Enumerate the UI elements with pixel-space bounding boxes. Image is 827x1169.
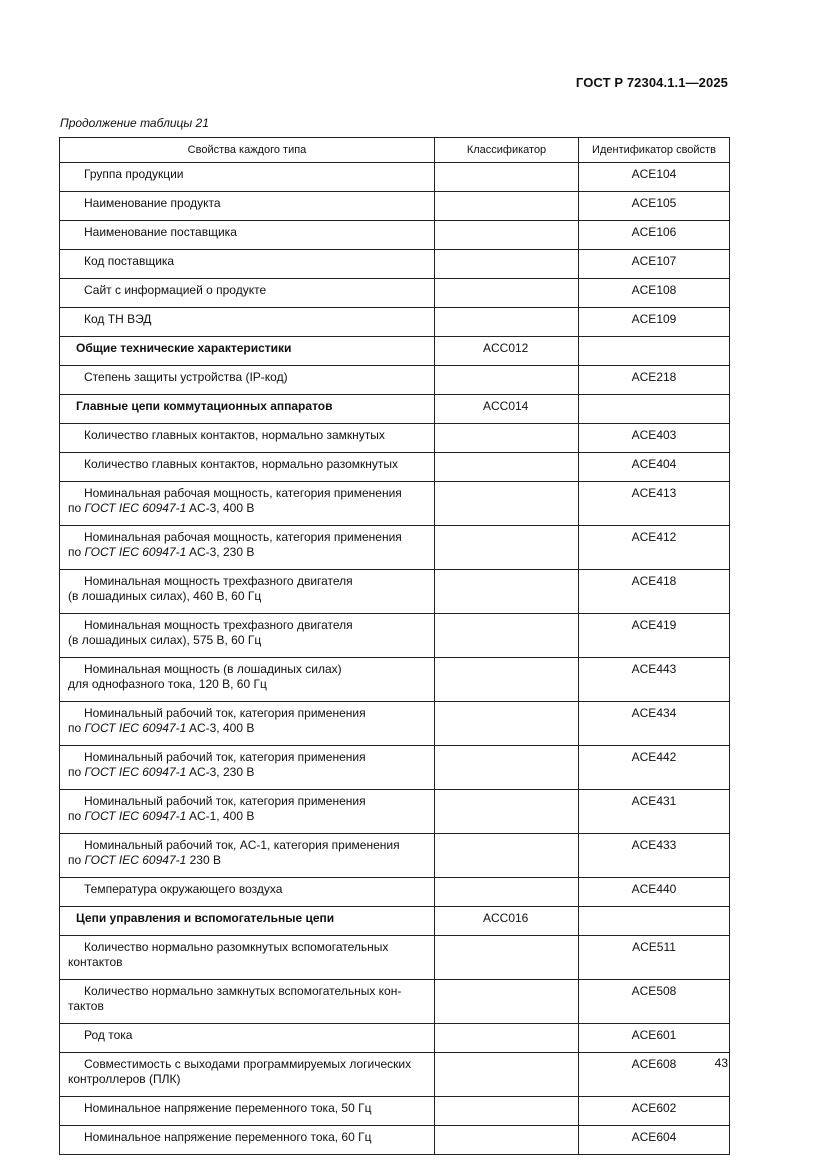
table-row: [60, 1053, 730, 1097]
property-text: (в лошадиных силах), 575 В, 60 Гц: [68, 633, 262, 647]
property-cell: [60, 337, 435, 366]
page-number: 43: [714, 1056, 728, 1070]
property-cell: [60, 453, 435, 482]
property-cell: [60, 570, 435, 614]
table-row: [60, 614, 730, 658]
property-cell: [60, 936, 435, 980]
table-row: [60, 279, 730, 308]
property-cell: [60, 395, 435, 424]
property-cell: [60, 658, 435, 702]
property-id-cell: ACE413: [579, 482, 730, 526]
standard-reference: ГОСТ IEC 60947-1: [84, 765, 187, 779]
property-name: Номинальный рабочий ток, категория применения: [84, 794, 366, 808]
property-name: Номинальная мощность (в лошадиных силах): [84, 662, 342, 676]
classifier-cell: [435, 980, 579, 1024]
property-name-continuation: [68, 1072, 180, 1086]
property-text: контактов: [68, 955, 123, 969]
property-name-continuation: [68, 633, 261, 647]
property-cell: [60, 878, 435, 907]
property-id-cell: ACE109: [579, 308, 730, 337]
property-name: Совместимость с выходами программируемых логических: [84, 1057, 412, 1071]
property-text: по: [68, 853, 85, 867]
table-row: [60, 790, 730, 834]
property-id-cell: ACE403: [579, 424, 730, 453]
property-name-continuation: [68, 545, 254, 559]
property-cell: [60, 250, 435, 279]
property-cell: [60, 907, 435, 936]
property-name: Номинальная рабочая мощность, категория применения: [84, 530, 402, 544]
table-row: [60, 366, 730, 395]
property-name: Номинальное напряжение переменного тока, 60 Гц: [84, 1130, 372, 1144]
standard-reference: ГОСТ IEC 60947-1: [84, 809, 187, 823]
property-name-continuation: [68, 809, 254, 823]
classifier-cell: [435, 308, 579, 337]
table-row: [60, 1024, 730, 1053]
property-id-cell: ACE431: [579, 790, 730, 834]
property-text: AC-3, 400 В: [186, 721, 255, 735]
classifier-cell: ACC014: [435, 395, 579, 424]
property-name: Номинальный рабочий ток, AC-1, категория применения: [84, 838, 400, 852]
property-name: Номинальный рабочий ток, категория применения: [84, 706, 366, 720]
property-id-cell: ACE418: [579, 570, 730, 614]
property-name-continuation: [68, 765, 254, 779]
property-text: по: [68, 721, 85, 735]
property-name: Код поставщика: [84, 254, 175, 268]
classifier-cell: ACC012: [435, 337, 579, 366]
property-name: Номинальная рабочая мощность, категория применения: [84, 486, 402, 500]
table-caption: Продолжение таблицы 21: [60, 116, 209, 130]
table-row: [60, 482, 730, 526]
table-header-row: [60, 138, 730, 163]
classifier-cell: [435, 366, 579, 395]
property-name-continuation: [68, 501, 254, 515]
property-name: Номинальное напряжение переменного тока, 50 Гц: [84, 1101, 372, 1115]
property-cell: [60, 980, 435, 1024]
table-row: [60, 192, 730, 221]
classifier-cell: [435, 658, 579, 702]
classifier-cell: [435, 614, 579, 658]
table-row: [60, 936, 730, 980]
classifier-cell: [435, 936, 579, 980]
property-name: Номинальная мощность трехфазного двигателя: [84, 618, 353, 632]
property-id-cell: [579, 337, 730, 366]
property-name: Цепи управления и вспомогательные цепи: [76, 911, 335, 925]
property-cell: [60, 1097, 435, 1126]
property-name: Степень защиты устройства (IP-код): [84, 370, 288, 384]
property-cell: [60, 366, 435, 395]
property-text: AC-3, 400 В: [186, 501, 255, 515]
property-id-cell: [579, 907, 730, 936]
property-id-cell: ACE608: [579, 1053, 730, 1097]
classifier-cell: [435, 279, 579, 308]
property-name-continuation: [68, 677, 267, 691]
property-name-continuation: [68, 999, 104, 1013]
classifier-cell: [435, 790, 579, 834]
property-id-cell: ACE412: [579, 526, 730, 570]
table-row: [60, 1126, 730, 1155]
property-id-cell: ACE602: [579, 1097, 730, 1126]
property-name: Наименование продукта: [84, 196, 221, 210]
classifier-cell: [435, 1024, 579, 1053]
classifier-cell: [435, 702, 579, 746]
table-row: [60, 834, 730, 878]
table-row: [60, 424, 730, 453]
classifier-cell: [435, 1097, 579, 1126]
property-text: 230 В: [186, 853, 221, 867]
classifier-cell: [435, 482, 579, 526]
property-id-cell: ACE601: [579, 1024, 730, 1053]
property-cell: [60, 1126, 435, 1155]
classifier-cell: [435, 163, 579, 192]
property-name-continuation: [68, 853, 221, 867]
property-id-cell: ACE218: [579, 366, 730, 395]
classifier-cell: [435, 878, 579, 907]
property-name: Род тока: [84, 1028, 133, 1042]
property-name-continuation: [68, 955, 123, 969]
standard-reference: ГОСТ IEC 60947-1: [84, 545, 187, 559]
property-text: AC-3, 230 В: [186, 545, 255, 559]
property-cell: [60, 279, 435, 308]
property-id-cell: ACE434: [579, 702, 730, 746]
property-name-continuation: [68, 589, 261, 603]
property-text: (в лошадиных силах), 460 В, 60 Гц: [68, 589, 262, 603]
table-row: [60, 878, 730, 907]
property-id-cell: ACE104: [579, 163, 730, 192]
property-id-cell: ACE443: [579, 658, 730, 702]
property-name: Код ТН ВЭД: [84, 312, 152, 326]
classifier-cell: [435, 834, 579, 878]
table-body: [60, 163, 730, 1155]
property-id-cell: ACE433: [579, 834, 730, 878]
property-id-cell: ACE419: [579, 614, 730, 658]
property-name-continuation: [68, 721, 254, 735]
standard-reference: ГОСТ IEC 60947-1: [84, 501, 187, 515]
property-cell: [60, 163, 435, 192]
property-text: AC-1, 400 В: [186, 809, 255, 823]
property-name: Температура окружающего воздуха: [84, 882, 283, 896]
column-header-property-id: Идентификатор свойств: [579, 138, 730, 163]
property-name: Группа продукции: [84, 167, 184, 181]
properties-table: [59, 137, 730, 1155]
table-row: [60, 1097, 730, 1126]
table-row: [60, 221, 730, 250]
property-cell: [60, 192, 435, 221]
property-name: Количество главных контактов, нормально разомкнутых: [84, 457, 398, 471]
table-row: [60, 526, 730, 570]
classifier-cell: [435, 192, 579, 221]
property-cell: [60, 702, 435, 746]
property-id-cell: ACE404: [579, 453, 730, 482]
property-cell: [60, 482, 435, 526]
table-row: [60, 980, 730, 1024]
property-cell: [60, 746, 435, 790]
classifier-cell: [435, 746, 579, 790]
table-row: [60, 453, 730, 482]
classifier-cell: [435, 570, 579, 614]
property-id-cell: [579, 395, 730, 424]
standard-reference: ГОСТ IEC 60947-1: [84, 853, 187, 867]
property-cell: [60, 834, 435, 878]
property-text: тактов: [68, 999, 104, 1013]
property-name: Номинальная мощность трехфазного двигателя: [84, 574, 353, 588]
property-id-cell: ACE106: [579, 221, 730, 250]
property-cell: [60, 790, 435, 834]
property-id-cell: ACE604: [579, 1126, 730, 1155]
property-cell: [60, 1053, 435, 1097]
property-name: Сайт с информацией о продукте: [84, 283, 267, 297]
property-name: Количество главных контактов, нормально замкнутых: [84, 428, 385, 442]
property-cell: [60, 221, 435, 250]
classifier-cell: [435, 221, 579, 250]
property-id-cell: ACE508: [579, 980, 730, 1024]
property-text: по: [68, 809, 85, 823]
table-row: [60, 163, 730, 192]
classifier-cell: ACC016: [435, 907, 579, 936]
property-id-cell: ACE442: [579, 746, 730, 790]
property-id-cell: ACE511: [579, 936, 730, 980]
classifier-cell: [435, 526, 579, 570]
table-section-row: [60, 337, 730, 366]
property-cell: [60, 614, 435, 658]
property-text: контроллеров (ПЛК): [68, 1072, 181, 1086]
property-text: по: [68, 765, 85, 779]
property-name: Количество нормально замкнутых вспомогательных кон-: [84, 984, 402, 998]
table-row: [60, 570, 730, 614]
property-id-cell: ACE108: [579, 279, 730, 308]
property-name: Количество нормально разомкнутых вспомогательных: [84, 940, 389, 954]
column-header-classifier: Классификатор: [435, 138, 579, 163]
property-text: для однофазного тока, 120 В, 60 Гц: [68, 677, 267, 691]
document-code: ГОСТ Р 72304.1.1—2025: [575, 75, 728, 90]
classifier-cell: [435, 250, 579, 279]
property-cell: [60, 1024, 435, 1053]
property-cell: [60, 308, 435, 337]
table-section-row: [60, 395, 730, 424]
classifier-cell: [435, 453, 579, 482]
property-id-cell: ACE440: [579, 878, 730, 907]
table-row: [60, 746, 730, 790]
property-cell: [60, 424, 435, 453]
standard-reference: ГОСТ IEC 60947-1: [84, 721, 187, 735]
property-id-cell: ACE107: [579, 250, 730, 279]
property-id-cell: ACE105: [579, 192, 730, 221]
table-section-row: [60, 907, 730, 936]
property-text: по: [68, 501, 85, 515]
property-name: Номинальный рабочий ток, категория применения: [84, 750, 366, 764]
table-row: [60, 658, 730, 702]
property-text: AC-3, 230 В: [186, 765, 255, 779]
table-row: [60, 702, 730, 746]
classifier-cell: [435, 1126, 579, 1155]
property-text: по: [68, 545, 85, 559]
property-name: Общие технические характеристики: [76, 341, 292, 355]
property-name: Главные цепи коммутационных аппаратов: [76, 399, 333, 413]
column-header-properties: Свойства каждого типа: [60, 138, 435, 163]
classifier-cell: [435, 1053, 579, 1097]
table-row: [60, 308, 730, 337]
property-name: Наименование поставщика: [84, 225, 237, 239]
property-cell: [60, 526, 435, 570]
classifier-cell: [435, 424, 579, 453]
table-row: [60, 250, 730, 279]
